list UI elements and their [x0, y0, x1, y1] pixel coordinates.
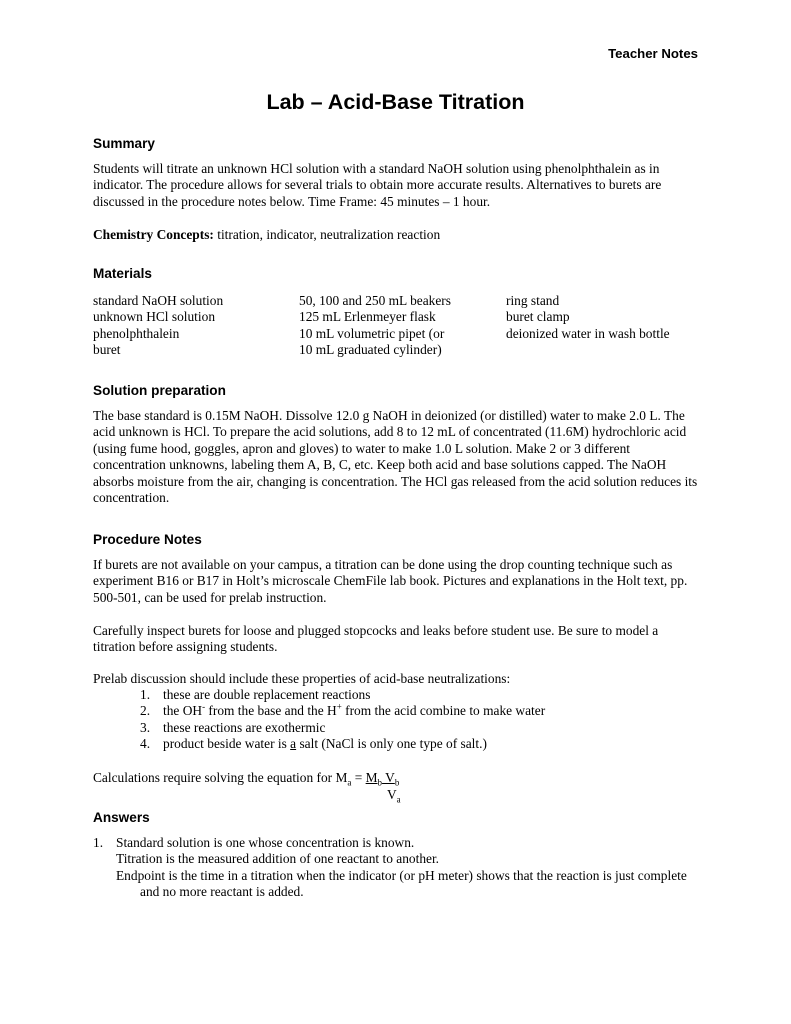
answer-item: [93, 835, 703, 901]
numerator-v: V: [382, 770, 395, 785]
procedure-paragraph-2: Carefully inspect burets for loose and plugged stopcocks and leaks before student use. Be sure to model a titration before assigning students.: [93, 623, 659, 655]
list-text: these are double replacement reactions: [163, 687, 371, 702]
answers-heading: Answers: [93, 810, 150, 825]
answer-line: Titration is the measured addition of one reactant to another.: [116, 851, 440, 867]
list-text-part: the OH: [163, 703, 203, 719]
materials-column-1: [93, 293, 223, 359]
numerator-m: M: [365, 770, 378, 785]
list-item: [140, 703, 545, 719]
neutralization-properties-list: [140, 687, 545, 753]
material-item: buret: [93, 342, 121, 358]
summary-heading: Summary: [93, 136, 155, 151]
list-number: 2.: [140, 703, 151, 719]
material-item: unknown HCl solution: [93, 309, 216, 325]
denominator-v: V: [387, 787, 397, 802]
list-text: these reactions are exothermic: [163, 719, 326, 735]
list-text: [140, 703, 545, 719]
material-item: 50, 100 and 250 mL beakers: [299, 293, 451, 308]
subscript: a: [347, 777, 352, 788]
list-text-part: from the acid combine to make water: [341, 703, 546, 719]
page-title: Lab – Acid-Base Titration: [266, 90, 525, 114]
materials-column-2: [299, 293, 451, 359]
list-text-part: salt (NaCl is only one type of salt.): [296, 736, 487, 752]
summary-text: Students will titrate an unknown HCl solution with a standard NaOH solution using phenolphthalein as in indicator. The procedure allows for several trials to obtain more accurate results. Alternatives to burets are discussed in the procedure notes below. Time Frame: 45 minutes – 1 hour.: [93, 161, 662, 209]
procedure-paragraph-3: Prelab discussion should include these properties of acid-base neutralizations:: [93, 671, 511, 686]
material-item: 10 mL graduated cylinder): [299, 342, 442, 358]
material-item: 125 mL Erlenmeyer flask: [299, 309, 436, 325]
answer-line: Endpoint is the time in a titration when the indicator (or pH meter) shows that the reaction is just complete and no more reactant is added.: [116, 867, 687, 900]
list-number: 4.: [140, 736, 151, 752]
list-text-part: product beside water is: [163, 736, 291, 752]
material-item: phenolphthalein: [93, 325, 180, 341]
equals-sign: =: [351, 770, 366, 785]
subscript: b: [394, 777, 400, 788]
list-number: 1.: [140, 687, 151, 702]
list-item: [140, 720, 545, 736]
answers-list: [93, 835, 703, 901]
teacher-notes-header: Teacher Notes: [608, 46, 698, 61]
material-item: buret clamp: [506, 309, 570, 325]
chemistry-concepts-label: Chemistry Concepts:: [93, 227, 214, 242]
list-number: 3.: [140, 719, 151, 735]
material-item: ring stand: [506, 293, 560, 308]
material-item: 10 mL volumetric pipet (or: [299, 325, 445, 341]
calculation-text: Calculations require solving the equation for M: [93, 770, 348, 785]
calculation-equation: [93, 770, 399, 786]
material-item: standard NaOH solution: [93, 293, 224, 308]
answer-number: 1.: [93, 835, 104, 850]
superscript: +: [336, 701, 342, 712]
material-item: deionized water in wash bottle: [506, 325, 670, 341]
chemistry-concepts: [93, 227, 703, 243]
solution-preparation-heading: Solution preparation: [93, 383, 226, 398]
list-item: [140, 687, 545, 703]
materials-heading: Materials: [93, 266, 152, 281]
procedure-notes-heading: Procedure Notes: [93, 532, 202, 547]
underlined-word: a: [290, 736, 297, 752]
list-text-part: from the base and the H: [205, 703, 337, 719]
solution-preparation-text: The base standard is 0.15M NaOH. Dissolve 12.0 g NaOH in deionized (or distilled) water to make 2.0 L. The acid unknown is HCl. To prepare the acid solutions, add 8 to 12 mL of concentrated (11.6M) hydrochloric acid (using fume hood, goggles, apron and gloves) to water to make 1.0 L solution. Make 2 or 3 different concentration unknowns, labeling them A, B, C, etc. Keep both acid and base solutions capped. The NaOH absorbs moisture from the air, changing is concentration. The HCl gas released from the acid solution reduces its concentration.: [93, 408, 698, 506]
list-item: [140, 736, 545, 752]
equation-numerator: [365, 770, 400, 788]
list-text: [140, 736, 487, 752]
subscript: a: [396, 794, 401, 805]
chemistry-concepts-text: titration, indicator, neutralization reaction: [213, 227, 441, 242]
subscript: b: [377, 777, 383, 788]
equation-denominator: [387, 787, 401, 803]
procedure-paragraph-1: If burets are not available on your campus, a titration can be done using the drop counting technique such as experiment B16 or B17 in Holt’s microscale ChemFile lab book. Pictures and explanations in the Holt text, pp. 500-501, can be used for prelab instruction.: [93, 557, 688, 605]
answer-line: Standard solution is one whose concentration is known.: [116, 835, 415, 850]
superscript: -: [202, 701, 206, 712]
materials-column-3: [506, 293, 670, 342]
